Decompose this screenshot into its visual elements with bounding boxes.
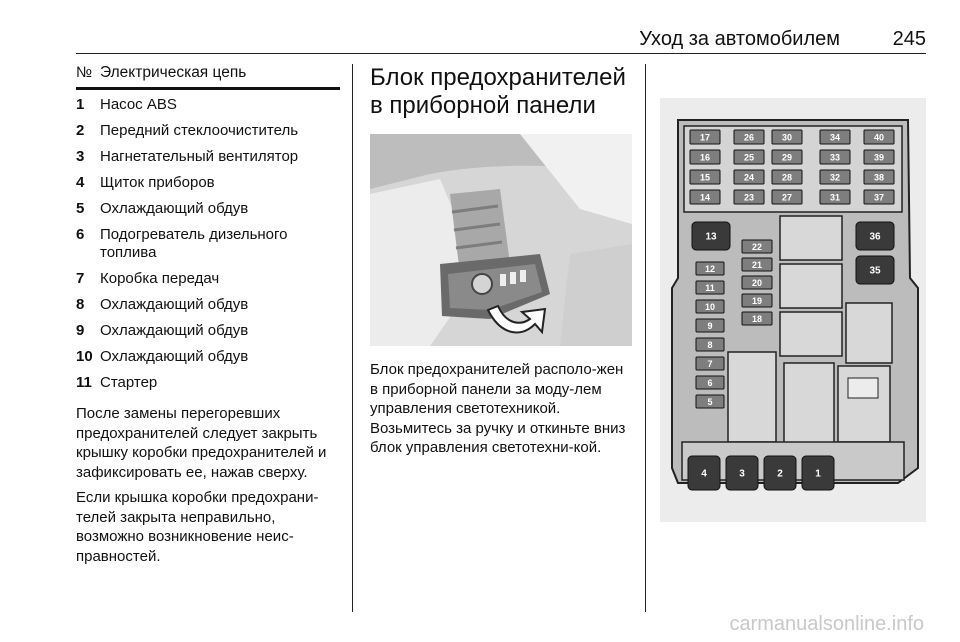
svg-text:38: 38 bbox=[873, 172, 885, 183]
svg-text:6: 6 bbox=[707, 378, 713, 388]
fuse-28 bbox=[772, 170, 802, 184]
svg-text:10: 10 bbox=[704, 302, 716, 312]
table-row bbox=[76, 90, 340, 116]
svg-text:21: 21 bbox=[751, 260, 763, 270]
row-circuit: Охлаждающий обдув bbox=[100, 348, 249, 365]
fuse-16 bbox=[690, 150, 720, 164]
svg-text:35: 35 bbox=[869, 265, 881, 277]
svg-text:8: 8 bbox=[707, 340, 713, 350]
fuse-23 bbox=[734, 190, 764, 204]
row-circuit: Коробка передач bbox=[100, 270, 220, 287]
svg-text:39: 39 bbox=[873, 152, 885, 163]
fuse-14 bbox=[690, 190, 720, 204]
column-divider bbox=[645, 64, 646, 612]
svg-text:7: 7 bbox=[707, 359, 713, 369]
svg-text:15: 15 bbox=[699, 172, 711, 183]
fuse-27 bbox=[772, 190, 802, 204]
fuse-8 bbox=[696, 338, 724, 351]
svg-text:1: 1 bbox=[815, 468, 821, 480]
svg-text:20: 20 bbox=[751, 278, 763, 288]
row-circuit: Щиток приборов bbox=[100, 174, 215, 191]
column-divider bbox=[352, 64, 353, 612]
svg-text:11: 11 bbox=[705, 283, 715, 293]
row-circuit: Охлаждающий обдув bbox=[100, 200, 249, 217]
table-row bbox=[76, 368, 340, 394]
fuse-21 bbox=[742, 258, 772, 271]
page-number: 245 bbox=[892, 28, 926, 50]
svg-text:13: 13 bbox=[705, 231, 717, 243]
svg-text:31: 31 bbox=[829, 192, 841, 203]
svg-text:32: 32 bbox=[829, 172, 841, 183]
svg-text:12: 12 bbox=[704, 264, 716, 274]
table-row bbox=[76, 220, 340, 264]
row-number: 1 bbox=[76, 96, 85, 113]
section-heading: Блок предохранителей в приборной панели bbox=[370, 64, 626, 119]
table-row bbox=[76, 316, 340, 342]
fusebox-diagram bbox=[660, 98, 926, 522]
svg-text:36: 36 bbox=[869, 231, 881, 243]
row-circuit: Стартер bbox=[100, 374, 158, 391]
watermark: carmanualsonline.info bbox=[729, 613, 924, 635]
middle-column bbox=[370, 64, 632, 458]
fuse-7 bbox=[696, 357, 724, 370]
fuse-26 bbox=[734, 130, 764, 144]
svg-text:19: 19 bbox=[751, 296, 763, 306]
table-row bbox=[76, 342, 340, 368]
left-column bbox=[76, 64, 340, 566]
fuse-20 bbox=[742, 276, 772, 289]
svg-text:40: 40 bbox=[873, 132, 885, 143]
dashboard-fusebox-illustration bbox=[370, 134, 632, 346]
fuse-25 bbox=[734, 150, 764, 164]
table-row bbox=[76, 142, 340, 168]
svg-text:24: 24 bbox=[743, 172, 755, 183]
fuse-29 bbox=[772, 150, 802, 164]
fuse-38 bbox=[864, 170, 894, 184]
fuse-15 bbox=[690, 170, 720, 184]
relay-35 bbox=[856, 256, 894, 284]
row-number: 11 bbox=[76, 374, 92, 391]
relay-13 bbox=[692, 222, 730, 250]
fuse-17 bbox=[690, 130, 720, 144]
row-circuit: Нагнетательный вентилятор bbox=[100, 148, 299, 165]
fuse-40 bbox=[864, 130, 894, 144]
fuse-37 bbox=[864, 190, 894, 204]
row-number: 5 bbox=[76, 200, 85, 217]
dashboard-illustration-svg bbox=[370, 134, 632, 346]
fuse-30 bbox=[772, 130, 802, 144]
svg-text:34: 34 bbox=[829, 132, 841, 143]
svg-text:4: 4 bbox=[701, 468, 707, 480]
fuse-34 bbox=[820, 130, 850, 144]
svg-text:9: 9 bbox=[707, 321, 713, 331]
fuse-39 bbox=[864, 150, 894, 164]
fusebox-diagram-svg bbox=[660, 98, 926, 522]
row-number: 2 bbox=[76, 122, 85, 139]
row-number: 4 bbox=[76, 174, 85, 191]
fuse-31 bbox=[820, 190, 850, 204]
table-header-circuit: Электрическая цепь bbox=[100, 64, 247, 81]
fuse-5 bbox=[696, 395, 724, 408]
svg-text:30: 30 bbox=[781, 132, 793, 143]
page-header bbox=[76, 26, 926, 54]
row-circuit: Подогреватель дизельного топлива bbox=[100, 226, 288, 261]
svg-text:17: 17 bbox=[699, 132, 711, 143]
svg-text:29: 29 bbox=[781, 152, 793, 163]
table-row bbox=[76, 168, 340, 194]
svg-text:27: 27 bbox=[781, 192, 793, 203]
relay-36 bbox=[856, 222, 894, 250]
row-circuit: Охлаждающий обдув bbox=[100, 296, 249, 313]
svg-text:33: 33 bbox=[829, 152, 841, 163]
fuse-10 bbox=[696, 300, 724, 313]
relay-2 bbox=[764, 456, 796, 490]
svg-text:16: 16 bbox=[699, 152, 711, 163]
paragraph-warning: Если крышка коробки предохрани-телей закрыта неправильно, возможно возникновение неис-правностей. bbox=[76, 489, 319, 565]
row-number: 3 bbox=[76, 148, 85, 165]
circuit-table bbox=[76, 90, 340, 394]
table-row bbox=[76, 264, 340, 290]
row-number: 7 bbox=[76, 270, 85, 287]
row-number: 9 bbox=[76, 322, 85, 339]
svg-text:5: 5 bbox=[707, 397, 713, 407]
svg-text:28: 28 bbox=[781, 172, 793, 183]
row-circuit: Передний стеклоочиститель bbox=[100, 122, 299, 139]
table-row bbox=[76, 290, 340, 316]
table-header-number: № bbox=[76, 64, 93, 81]
fuse-19 bbox=[742, 294, 772, 307]
svg-text:25: 25 bbox=[743, 152, 755, 163]
page-title: Уход за автомобилем bbox=[639, 28, 840, 50]
svg-text:26: 26 bbox=[743, 132, 755, 143]
fuse-18 bbox=[742, 312, 772, 325]
svg-text:37: 37 bbox=[873, 192, 885, 203]
row-number: 8 bbox=[76, 296, 85, 313]
section-caption: Блок предохранителей располо-жен в приборной панели за моду-лем управления светотехникой. Возьмитесь за ручку и откиньте вниз блок управления светотехни-кой. bbox=[370, 361, 626, 456]
row-number: 10 bbox=[76, 348, 93, 365]
svg-text:2: 2 bbox=[777, 468, 783, 480]
fuse-32 bbox=[820, 170, 850, 184]
relay-1 bbox=[802, 456, 834, 490]
row-number: 6 bbox=[76, 226, 85, 243]
row-circuit: Охлаждающий обдув bbox=[100, 322, 249, 339]
row-circuit: Насос ABS bbox=[100, 96, 177, 113]
fuse-33 bbox=[820, 150, 850, 164]
svg-text:23: 23 bbox=[743, 192, 755, 203]
svg-text:14: 14 bbox=[699, 192, 711, 203]
paragraph-close-cover: После замены перегоревших предохранителей следует закрыть крышку коробки предохранителей и зафиксировать ее, нажав сверху. bbox=[76, 405, 327, 481]
fuse-9 bbox=[696, 319, 724, 332]
fuse-11 bbox=[696, 281, 724, 294]
table-header bbox=[76, 64, 340, 90]
svg-text:22: 22 bbox=[751, 242, 763, 252]
fuse-12 bbox=[696, 262, 724, 275]
svg-text:18: 18 bbox=[751, 314, 763, 324]
fuse-6 bbox=[696, 376, 724, 389]
fuse-22 bbox=[742, 240, 772, 253]
fuse-24 bbox=[734, 170, 764, 184]
table-row bbox=[76, 116, 340, 142]
svg-text:3: 3 bbox=[739, 468, 745, 480]
relay-3 bbox=[726, 456, 758, 490]
table-row bbox=[76, 194, 340, 220]
relay-4 bbox=[688, 456, 720, 490]
